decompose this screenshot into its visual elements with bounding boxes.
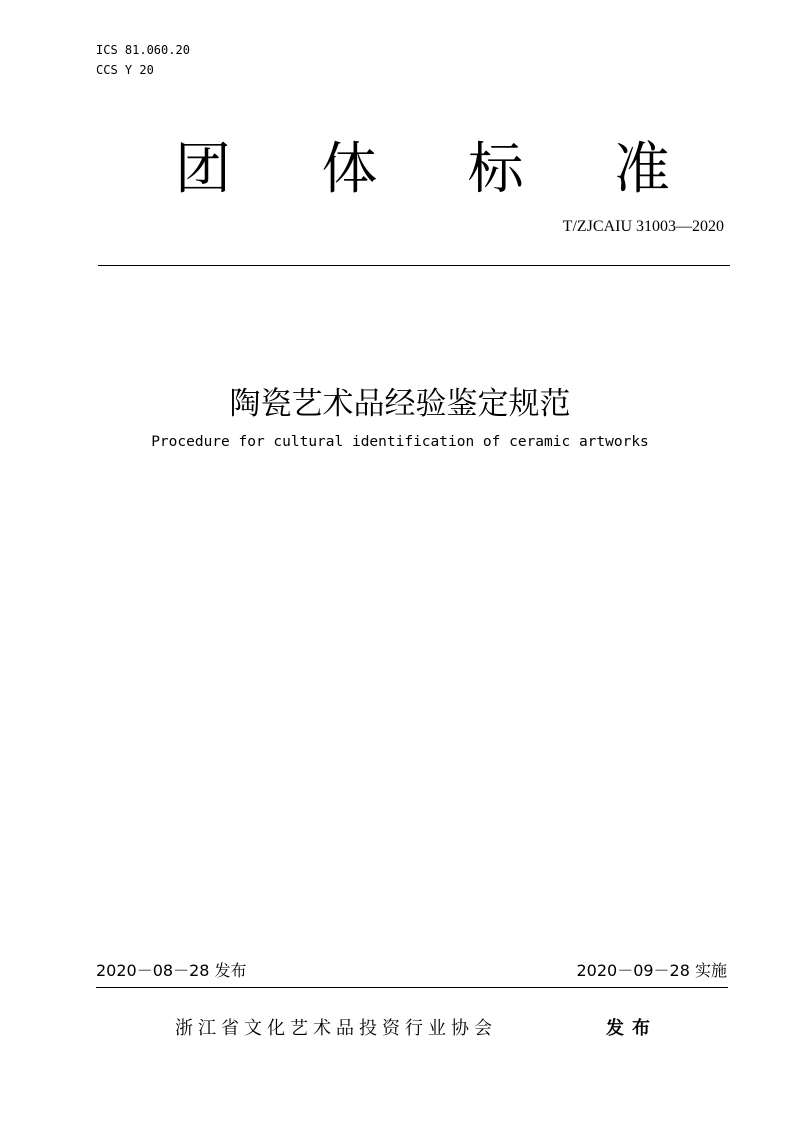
standard-type-char: 体 [321,137,378,202]
ics-code: ICS 81.060.20 [96,43,190,57]
implementation-date: 2020－09－28 实施 [576,961,727,980]
standard-type-char: 团 [175,137,231,202]
publisher-name: 浙江省文化艺术品投资行业协会 [175,1018,497,1039]
publication-date: 2020－08－28 发布 [96,961,247,980]
standard-number: T/ZJCAIU 31003—2020 [562,218,724,235]
standard-type-char: 标 [467,137,524,202]
ccs-code: CCS Y 20 [96,63,154,77]
title-chinese: 陶瓷艺术品经验鉴定规范 [229,386,571,422]
bottom-divider [96,987,728,988]
publish-label: 发布 [606,1018,658,1039]
standard-type-heading [175,130,670,200]
top-divider [98,265,730,266]
title-english: Procedure for cultural identification of ceramic artworks [151,434,649,450]
standard-type-char: 准 [613,137,670,202]
